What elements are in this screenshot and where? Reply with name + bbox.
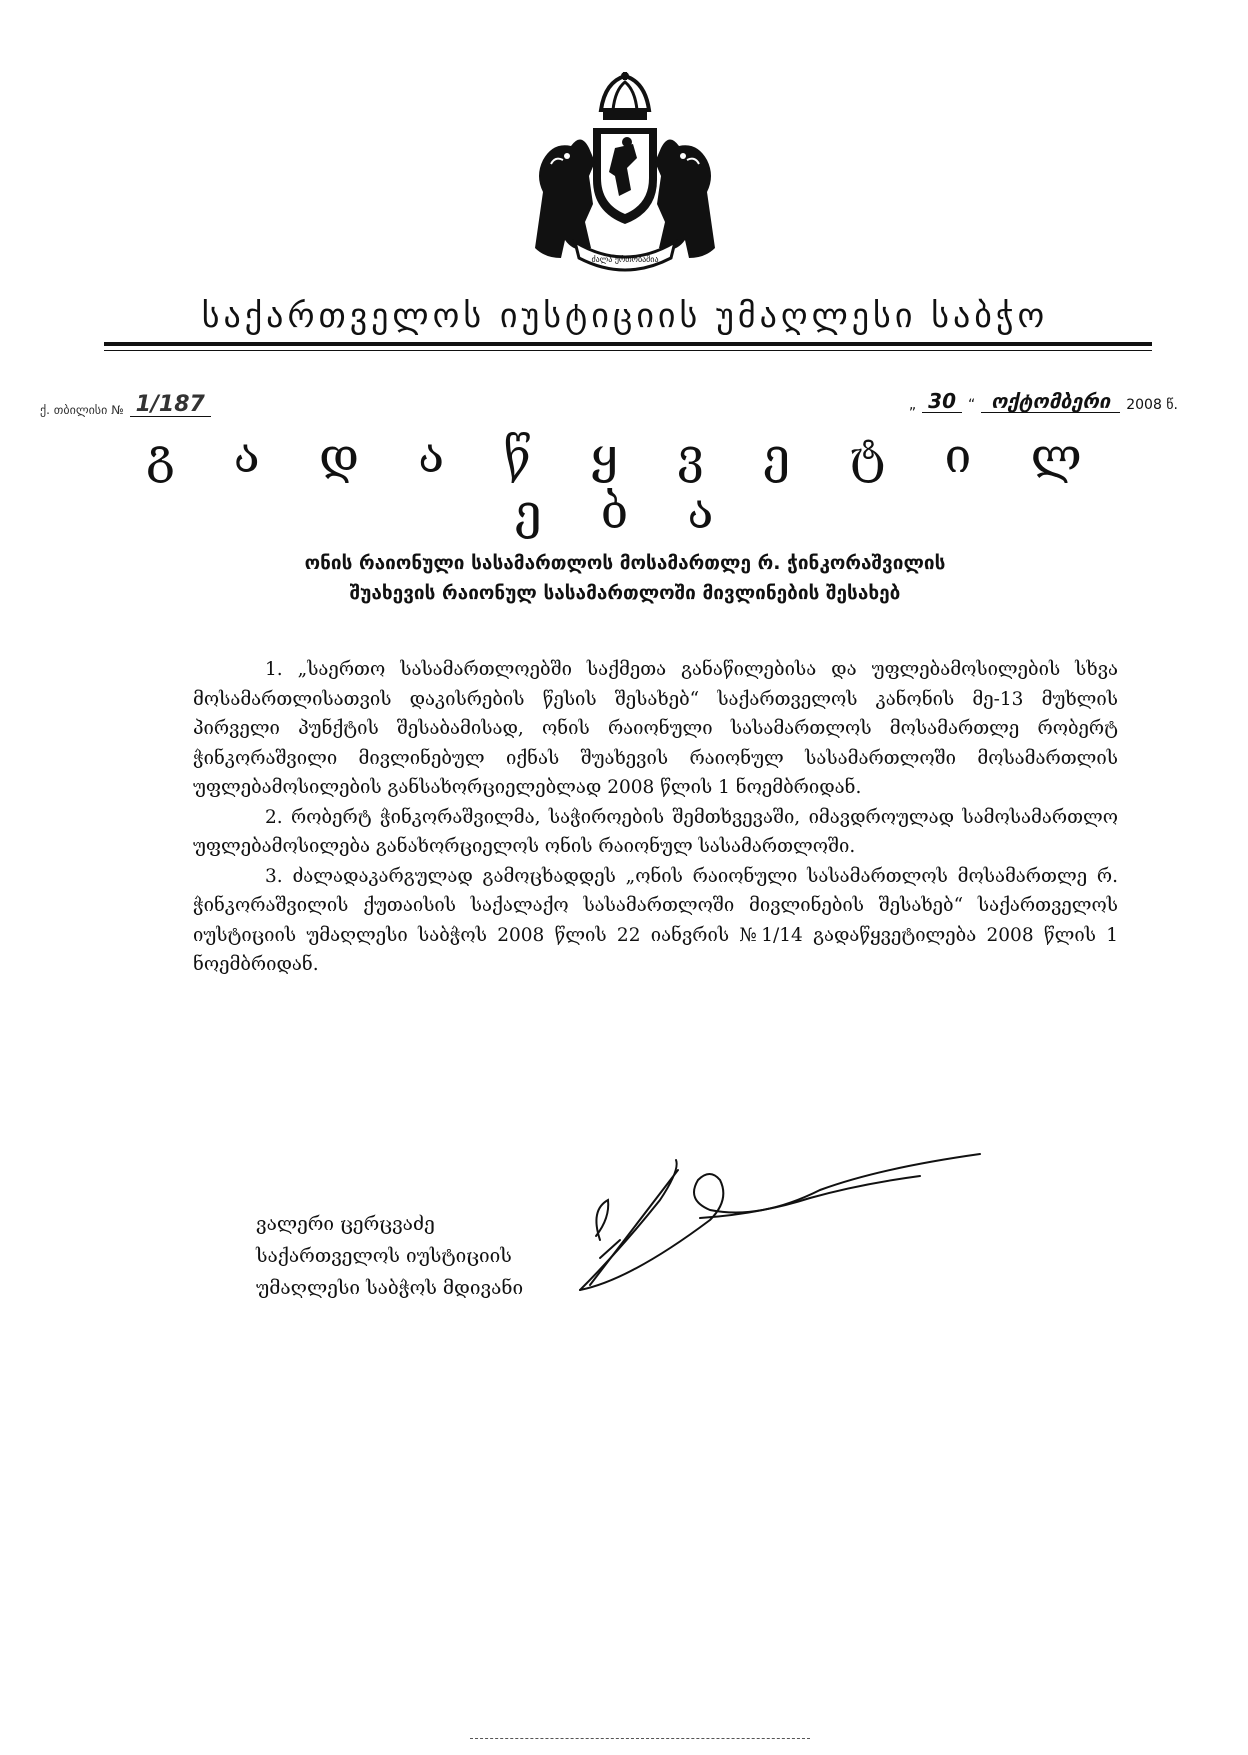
registration-label: ქ. თბილისი № — [40, 403, 124, 417]
document-subject — [200, 548, 1050, 608]
emblem-motto: ძალა ერთობაშია — [591, 255, 659, 264]
signer-block — [256, 1208, 523, 1304]
date-open-quote: „ — [908, 397, 917, 413]
footer-divider — [470, 1738, 810, 1739]
registration-line — [40, 394, 211, 417]
date-line — [909, 390, 1178, 413]
date-close-quote: “ — [968, 397, 976, 413]
subject-line: ონის რაიონული სასამართლოს მოსამართლე რ. ჭინკორაშვილის — [304, 552, 946, 574]
document-body — [193, 655, 1118, 980]
body-paragraph: 2. რობერტ ჭინკორაშვილმა, საჭიროების შემთხვევაში, იმავდროულად სამოსამართლო უფლებამოსილება განახორციელოს ონის რაიონულ სასამართლოში. — [193, 806, 1118, 857]
registration-number: 1/187 — [130, 394, 211, 417]
institution-title: საქართველოს იუსტიციის უმაღლესი საბჭო — [201, 296, 1049, 336]
signature-icon — [560, 1140, 1000, 1300]
coat-of-arms-icon — [515, 72, 735, 282]
header-divider-thin — [104, 350, 1152, 351]
signer-title: უმაღლესი საბჭოს მდივანი — [256, 1277, 524, 1299]
subject-line: შუახევის რაიონულ სასამართლოში მივლინების შესახებ — [349, 582, 901, 604]
signer-name: ვალერი ცერცვაძე — [256, 1213, 435, 1235]
signer-title: საქართველოს იუსტიციის — [256, 1245, 512, 1267]
header-divider-thick — [104, 342, 1152, 346]
body-paragraph: 1. „საერთო სასამართლოებში საქმეთა განაწილებისა და უფლებამოსილების სხვა მოსამართლისათვის დაკისრების წესის შესახებ“ საქართველოს კანონის მე-13 მუხლის პირველი პუნქტის შესაბამისად, ონის რაიონული სასამართლოს მოსამართლე რობერტ ჭინკორაშვილი მივლინებულ იქნას შუახევის რაიონულ სასამართლოში მოსამართლის უფლებამოსილების განსახორციელებლად 2008 წლის 1 ნოემბრიდან. — [193, 659, 1118, 798]
document-type-heading: გ ა დ ა წ ყ ვ ე ტ ი ლ ე ბ ა — [146, 428, 1104, 540]
date-month: ოქტომბერი — [981, 390, 1120, 413]
body-paragraph: 3. ძალადაკარგულად გამოცხადდეს „ონის რაიონული სასამართლოს მოსამართლე რ. ჭინკორაშვილის ქუთაისის საქალაქო სასამართლოში მივლინების შესახებ“ საქართველოს იუსტიციის უმაღლესი საბჭოს 2008 წლის 22 იანვრის №1/14 გადაწყვეტილება 2008 წლის 1 ნოემბრიდან. — [193, 865, 1118, 975]
date-year: 2008 წ. — [1126, 397, 1178, 413]
date-day: 30 — [922, 390, 962, 413]
